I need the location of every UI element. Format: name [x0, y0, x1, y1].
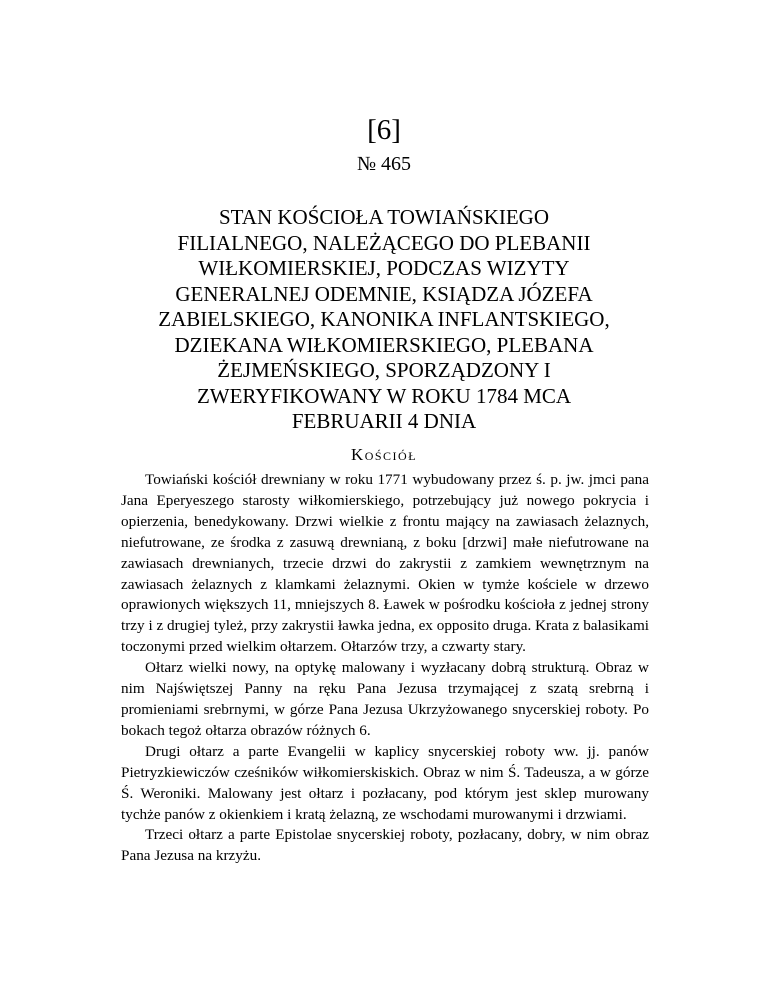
- paragraph: Trzeci ołtarz a parte Epistolae snycerskiej roboty, pozłacany, dobry, w nim obraz Pana Jezusa na krzyżu.: [121, 826, 649, 865]
- title-line: ZWERYFIKOWANY W ROKU 1784 MCA: [196, 383, 572, 408]
- title-line: STAN KOŚCIOŁA TOWIAŃSKIEGO: [218, 205, 550, 229]
- title-line: ŻEJMEŃSKIEGO, SPORZĄDZONY I: [217, 358, 551, 382]
- title-line: FILIALNEGO, NALEŻĄCEGO DO PLEBANII: [177, 230, 591, 255]
- title-line: GENERALNEJ ODEMNIE, KSIĄDZA JÓZEFA: [175, 281, 593, 306]
- body-text: [121, 470, 649, 867]
- section-heading: Kościół: [350, 445, 418, 464]
- document-id: № 465: [356, 153, 412, 175]
- title-line: ZABIELSKIEGO, KANONIKA INFLANTSKIEGO,: [158, 307, 610, 331]
- paragraph: Towiański kościół drewniany w roku 1771 wybudowany przez ś. p. jw. jmci pana Jana Eperyeszego starosty wiłkomierskiego, potrzebujący już nowego pokrycia i opierzenia, benedykowany. Drzwi wielkie z frontu mający na zawiasach żelaznych, niefutrowane, ze środka z zasuwą drewnianą, z boku [drzwi] małe niefutrowane na zawiasach drewnianych, trzecie drzwi do zakrystii z zamkiem wewnętrznym na zawiasach żelaznych z klamkami żelaznymi. Okien w tymże kościele w drzewo oprawionych większych 11, mniejszych 8. Ławek w pośrodku kościoła z jednej strony trzy i z drugiej tyleż, przy zakrystii ławka jedna, ex opposito druga. Krata z balasikami toczonymi przed wielkim ołtarzem. Ołtarzów trzy, a czwarty stary.: [121, 471, 649, 656]
- document-title: [100, 205, 668, 435]
- title-line: FEBRUARII 4 DNIA: [291, 409, 477, 433]
- paragraph: Drugi ołtarz a parte Evangelii w kaplicy snycerskiej roboty ww. jj. panów Pietryzkiewiczów cześników wiłkomierskiskich. Obraz w nim Ś. Tadeusza, a w górze Ś. Weroniki. Malowany jest ołtarz i pozłacany, pod którym jest sklep murowany tychże panów z okienkiem i kratą żelazną, ze wschodami murowanymi i drzwiami.: [121, 742, 649, 823]
- paragraph: Ołtarz wielki nowy, na optykę malowany i wyzłacany dobrą strukturą. Obraz w nim Najświętszej Panny na ręku Pana Jezusa trzymającej z szatą srebrną i promieniami srebrnymi, w górze Pana Jezusa Ukrzyżowanego snycerskiej roboty. Po bokach tegoż ołtarza obrazów różnych 6.: [121, 659, 649, 739]
- title-line: DZIEKANA WIŁKOMIERSKIEGO, PLEBANA: [174, 332, 594, 357]
- document-number: [6]: [367, 114, 401, 146]
- title-line: WIŁKOMIERSKIEJ, PODCZAS WIZYTY: [198, 256, 570, 280]
